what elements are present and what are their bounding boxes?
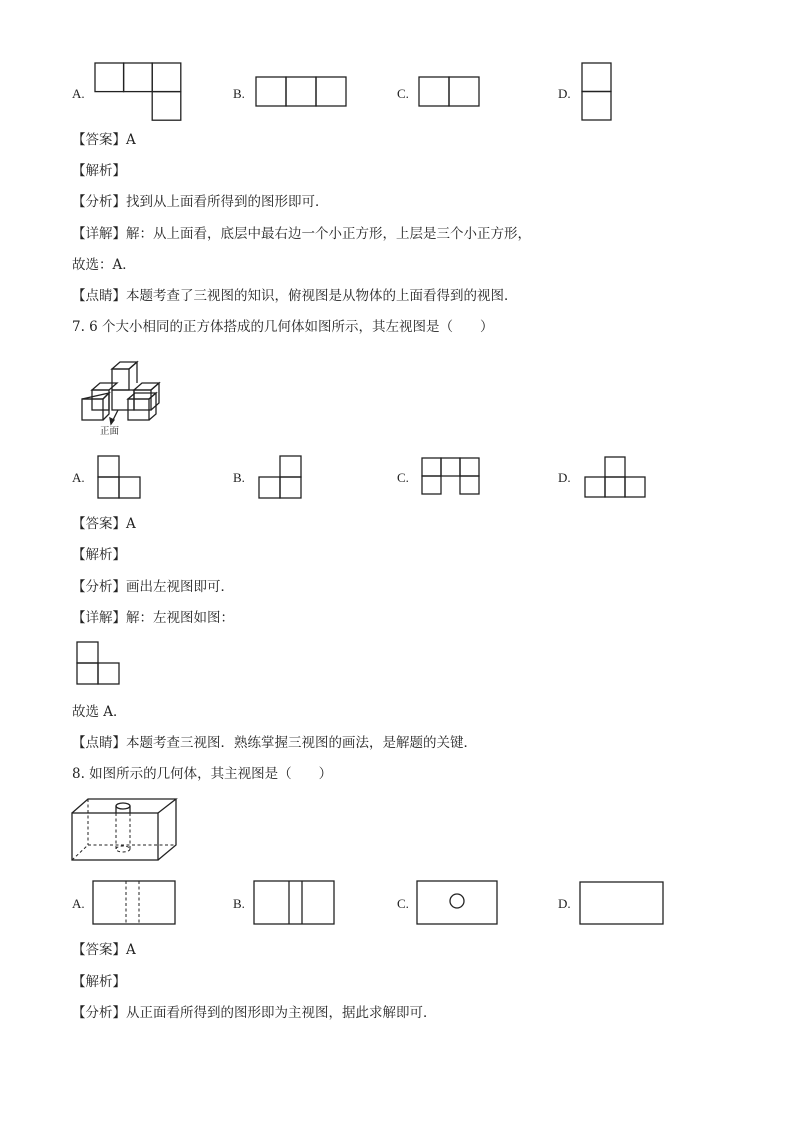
q8-analysis-text: 【分析】从正面看所得到的图形即为主视图，据此求解即可． [72, 1005, 437, 1021]
q7-analysis-text: 【分析】画出左视图即可． [72, 579, 234, 595]
q7-detail-text: 【详解】解：左视图如图： [72, 610, 234, 626]
q7-option-b-label: B. [233, 470, 245, 485]
q6-option-a-label: A. [72, 86, 85, 101]
q8-option-c-figure [416, 880, 500, 926]
q7-choice-text: 故选 A． [72, 704, 127, 720]
q7-option-a-label: A. [72, 470, 85, 485]
q7-option-d-label: D. [558, 470, 571, 485]
q8-option-b-figure [253, 880, 337, 926]
q6-option-c-figure [418, 76, 481, 108]
q8-solid-figure [70, 797, 182, 863]
q6-detail-text: 【详解】解：从上面看，底层中最右边一个小正方形，上层是三个小正方形， [72, 226, 531, 242]
q7-stem: 7. 6 个大小相同的正方体搭成的几何体如图所示，其左视图是（ ） [72, 319, 494, 335]
q7-option-d-figure [584, 456, 648, 500]
q7-comment-text: 【点睛】本题考查三视图．熟练掌握三视图的画法，是解题的关键． [72, 735, 477, 751]
q6-option-b-label: B. [233, 86, 245, 101]
q8-stem: 8. 如图所示的几何体，其主视图是（ ） [72, 766, 333, 782]
q8-option-d-figure [579, 881, 665, 927]
q8-option-a-label: A. [72, 896, 85, 911]
q7-analysis-heading: 【解析】 [72, 547, 126, 563]
q6-option-b-figure [255, 76, 348, 108]
q8-analysis-heading: 【解析】 [72, 974, 126, 990]
q7-solution-figure [76, 641, 123, 687]
q7-answer: 【答案】A [72, 516, 136, 532]
q8-option-d-label: D. [558, 896, 571, 911]
q7-cube-stack-figure [78, 358, 188, 438]
q8-option-a-figure [92, 880, 178, 926]
q6-analysis-text: 【分析】找到从上面看所得到的图形即可． [72, 194, 329, 210]
q6-comment-text: 【点睛】本题考查了三视图的知识，俯视图是从物体的上面看得到的视图． [72, 288, 518, 304]
q7-option-b-figure [258, 455, 304, 500]
q8-option-c-label: C. [397, 896, 409, 911]
q7-option-c-figure [421, 457, 481, 497]
q6-option-d-figure [581, 62, 613, 122]
q6-option-a-figure [94, 62, 184, 124]
q7-option-c-label: C. [397, 470, 409, 485]
q6-analysis-heading: 【解析】 [72, 163, 126, 179]
q6-option-c-label: C. [397, 86, 409, 101]
q7-option-a-figure [97, 455, 143, 500]
q7-front-label: 正面 [100, 426, 120, 437]
q6-answer: 【答案】A [72, 132, 136, 148]
q8-option-b-label: B. [233, 896, 245, 911]
q6-choice-text: 故选：A． [72, 257, 136, 273]
q8-answer: 【答案】A [72, 942, 136, 958]
q6-option-d-label: D. [558, 86, 571, 101]
